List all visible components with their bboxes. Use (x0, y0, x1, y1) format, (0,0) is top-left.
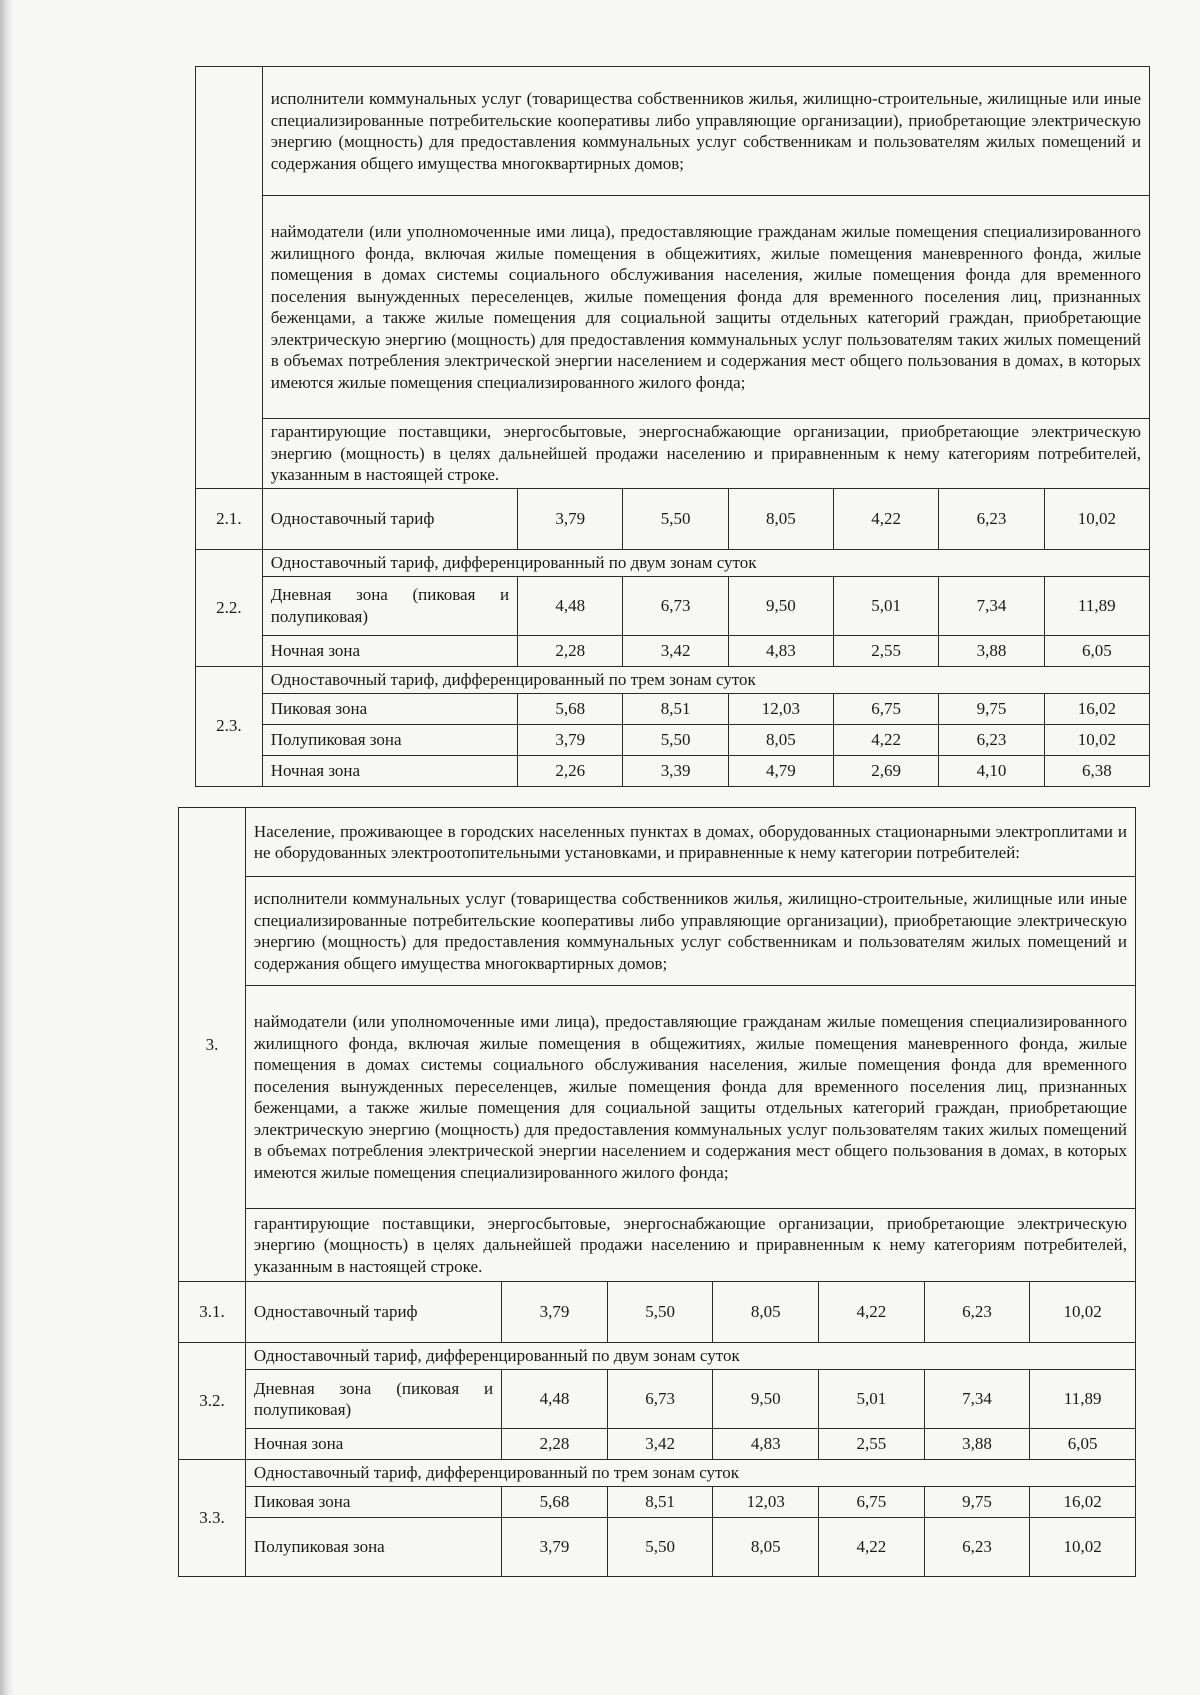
tariff-value: 5,01 (819, 1370, 925, 1429)
tariff-value: 10,02 (1030, 1518, 1136, 1577)
section-description: Население, проживающее в городских населенных пунктах в домах, оборудованных стационарными электроплитами и не оборудованных электроотопительными установками, и приравненные к нему категории потребителей: (245, 808, 1135, 877)
tariff-value: 3,88 (939, 635, 1044, 666)
tariff-label: Одноставочный тариф (245, 1282, 501, 1343)
row-number: 2.1. (196, 488, 263, 549)
zone-label: Дневная зона (пиковая и полупиковая) (262, 576, 517, 635)
tariff-value: 4,48 (518, 576, 623, 635)
zone-label: Пиковая зона (245, 1487, 501, 1518)
tariff-row-3-2-heading (179, 1343, 1136, 1370)
tariff-row-3-1 (179, 1282, 1136, 1343)
tariff-value: 4,22 (819, 1518, 925, 1577)
consumer-category-text: исполнители коммунальных услуг (товарищества собственников жилья, жилищно-строительные, жилищные или иные специализированные потребительские кооперативы либо управляющие организации), приобретающие электрическую энергию (мощность) для предоставления коммунальных услуг собственникам и пользователям жилых помещений и содержания общего имущества многоквартирных домов; (262, 67, 1149, 196)
tariff-value: 7,34 (924, 1370, 1030, 1429)
tariff-value: 3,79 (518, 724, 623, 755)
tariff-value: 2,55 (819, 1429, 925, 1460)
consumer-row (179, 986, 1136, 1209)
tariff-value: 6,23 (924, 1282, 1030, 1343)
tariff-value: 3,39 (623, 755, 728, 786)
tariff-value: 8,05 (713, 1518, 819, 1577)
zone-label: Ночная зона (245, 1429, 501, 1460)
tariff-value: 8,05 (713, 1282, 819, 1343)
tariff-row-2-3-peak (196, 693, 1150, 724)
tariff-value: 4,83 (728, 635, 833, 666)
tariff-row-2-3-night (196, 755, 1150, 786)
consumer-row (179, 1209, 1136, 1282)
consumer-row (196, 419, 1150, 489)
tariff-row-3-3-heading (179, 1460, 1136, 1487)
tariff-heading: Одноставочный тариф, дифференцированный по трем зонам суток (262, 666, 1149, 693)
consumer-category-text: гарантирующие поставщики, энергосбытовые, энергоснабжающие организации, приобретающие электрическую энергию (мощность) в целях дальнейшей продажи населению и приравненным к нему категориям потребителей, указанным в настоящей строке. (245, 1209, 1135, 1282)
tariff-value: 2,26 (518, 755, 623, 786)
tariff-value: 6,05 (1044, 635, 1149, 666)
row-number: 3. (179, 808, 246, 1282)
consumer-category-text: наймодатели (или уполномоченные ими лица), предоставляющие гражданам жилые помещения специализированного жилищного фонда, включая жилые помещения в общежитиях, жилые помещения маневренного фонда, жилые помещения в домах системы социального обслуживания населения, жилые помещения фонда для временного поселения вынужденных переселенцев, жилые помещения фонда для временного поселения лиц, признанных беженцами, а также жилые помещения для социальной защиты отдельных категорий граждан, приобретающие электрическую энергию (мощность) для предоставления коммунальных услуг пользователям таких жилых помещений в объемах потребления электрической энергии населением и содержания мест общего пользования в домах, в которых имеются жилые помещения специализированного жилого фонда; (262, 196, 1149, 419)
tariff-row-3-2-night (179, 1429, 1136, 1460)
zone-label: Ночная зона (262, 755, 517, 786)
zone-label: Дневная зона (пиковая и полупиковая) (245, 1370, 501, 1429)
tariff-value: 11,89 (1044, 576, 1149, 635)
tariff-value: 4,22 (819, 1282, 925, 1343)
tariff-row-2-2-night (196, 635, 1150, 666)
tariff-row-2-2-heading (196, 549, 1150, 576)
tariff-value: 4,83 (713, 1429, 819, 1460)
row-number: 3.1. (179, 1282, 246, 1343)
tariff-value: 8,51 (623, 693, 728, 724)
row-number: 3.3. (179, 1460, 246, 1577)
consumer-row (196, 196, 1150, 419)
tariff-value: 16,02 (1030, 1487, 1136, 1518)
tariff-value: 6,38 (1044, 755, 1149, 786)
zone-label: Полупиковая зона (262, 724, 517, 755)
tariff-row-2-3-heading (196, 666, 1150, 693)
tariff-value: 6,23 (939, 724, 1044, 755)
tariff-heading: Одноставочный тариф, дифференцированный по трем зонам суток (245, 1460, 1135, 1487)
section-description-row (179, 808, 1136, 877)
tariff-row-3-3-halfpeak (179, 1518, 1136, 1577)
tariff-value: 5,50 (607, 1518, 713, 1577)
tariff-value: 3,79 (502, 1518, 608, 1577)
tariff-value: 2,55 (834, 635, 939, 666)
tariff-label: Одноставочный тариф (262, 488, 517, 549)
tariff-value: 9,50 (728, 576, 833, 635)
tariff-value: 8,05 (728, 488, 833, 549)
tariff-value: 6,23 (924, 1518, 1030, 1577)
tariff-value: 12,03 (728, 693, 833, 724)
tariff-value: 6,23 (939, 488, 1044, 549)
tariff-table-section-2 (195, 66, 1150, 787)
tariff-value: 7,34 (939, 576, 1044, 635)
tariff-value: 3,79 (502, 1282, 608, 1343)
tariff-value: 3,42 (607, 1429, 713, 1460)
consumer-category-text: наймодатели (или уполномоченные ими лица), предоставляющие гражданам жилые помещения специализированного жилищного фонда, включая жилые помещения в общежитиях, жилые помещения маневренного фонда, жилые помещения в домах системы социального обслуживания населения, жилые помещения фонда для временного поселения вынужденных переселенцев, жилые помещения фонда для временного поселения лиц, признанных беженцами, а также жилые помещения для социальной защиты отдельных категорий граждан, приобретающие электрическую энергию (мощность) для предоставления коммунальных услуг пользователям таких жилых помещений в объемах потребления электрической энергии населением и содержания мест общего пользования в домах, в которых имеются жилые помещения специализированного жилого фонда; (245, 986, 1135, 1209)
zone-label: Ночная зона (262, 635, 517, 666)
consumer-category-text: гарантирующие поставщики, энергосбытовые, энергоснабжающие организации, приобретающие электрическую энергию (мощность) в целях дальнейшей продажи населению и приравненным к нему категориям потребителей, указанным в настоящей строке. (262, 419, 1149, 489)
tariff-value: 2,69 (834, 755, 939, 786)
tariff-row-2-1 (196, 488, 1150, 549)
tariff-value: 11,89 (1030, 1370, 1136, 1429)
tariff-value: 9,75 (939, 693, 1044, 724)
tariff-value: 6,05 (1030, 1429, 1136, 1460)
tariff-value: 5,50 (623, 724, 728, 755)
tariff-value: 5,50 (623, 488, 728, 549)
row-number: 2.3. (196, 666, 263, 786)
tariff-value: 10,02 (1030, 1282, 1136, 1343)
tariff-value: 5,01 (834, 576, 939, 635)
row-number-cell-empty (196, 67, 263, 489)
tariff-value: 8,51 (607, 1487, 713, 1518)
tariff-value: 9,75 (924, 1487, 1030, 1518)
row-number: 3.2. (179, 1343, 246, 1460)
tariff-heading: Одноставочный тариф, дифференцированный по двум зонам суток (245, 1343, 1135, 1370)
tariff-value: 6,73 (607, 1370, 713, 1429)
tariff-value: 3,42 (623, 635, 728, 666)
tariff-value: 2,28 (518, 635, 623, 666)
tariff-row-3-2-day (179, 1370, 1136, 1429)
tariff-value: 9,50 (713, 1370, 819, 1429)
tariff-heading: Одноставочный тариф, дифференцированный по двум зонам суток (262, 549, 1149, 576)
tariff-table-section-3 (178, 807, 1136, 1577)
tariff-value: 3,88 (924, 1429, 1030, 1460)
tariff-value: 6,75 (834, 693, 939, 724)
tariff-row-2-2-day (196, 576, 1150, 635)
tariff-value: 4,22 (834, 488, 939, 549)
tariff-value: 4,79 (728, 755, 833, 786)
consumer-row (179, 877, 1136, 986)
tariff-value: 4,48 (502, 1370, 608, 1429)
tariff-value: 5,68 (502, 1487, 608, 1518)
tariff-value: 10,02 (1044, 488, 1149, 549)
consumer-row (196, 67, 1150, 196)
tariff-row-2-3-halfpeak (196, 724, 1150, 755)
tariff-value: 10,02 (1044, 724, 1149, 755)
tariff-row-3-3-peak (179, 1487, 1136, 1518)
row-number: 2.2. (196, 549, 263, 666)
consumer-category-text: исполнители коммунальных услуг (товарищества собственников жилья, жилищно-строительные, жилищные или иные специализированные потребительские кооперативы либо управляющие организации), приобретающие электрическую энергию (мощность) для предоставления коммунальных услуг собственникам и пользователям жилых помещений и содержания общего имущества многоквартирных домов; (245, 877, 1135, 986)
tariff-value: 16,02 (1044, 693, 1149, 724)
tariff-value: 8,05 (728, 724, 833, 755)
tariff-value: 4,10 (939, 755, 1044, 786)
tariff-value: 3,79 (518, 488, 623, 549)
tariff-value: 12,03 (713, 1487, 819, 1518)
tariff-value: 4,22 (834, 724, 939, 755)
tariff-value: 2,28 (502, 1429, 608, 1460)
tariff-value: 6,73 (623, 576, 728, 635)
tariff-value: 6,75 (819, 1487, 925, 1518)
tariff-value: 5,50 (607, 1282, 713, 1343)
zone-label: Пиковая зона (262, 693, 517, 724)
zone-label: Полупиковая зона (245, 1518, 501, 1577)
tariff-value: 5,68 (518, 693, 623, 724)
